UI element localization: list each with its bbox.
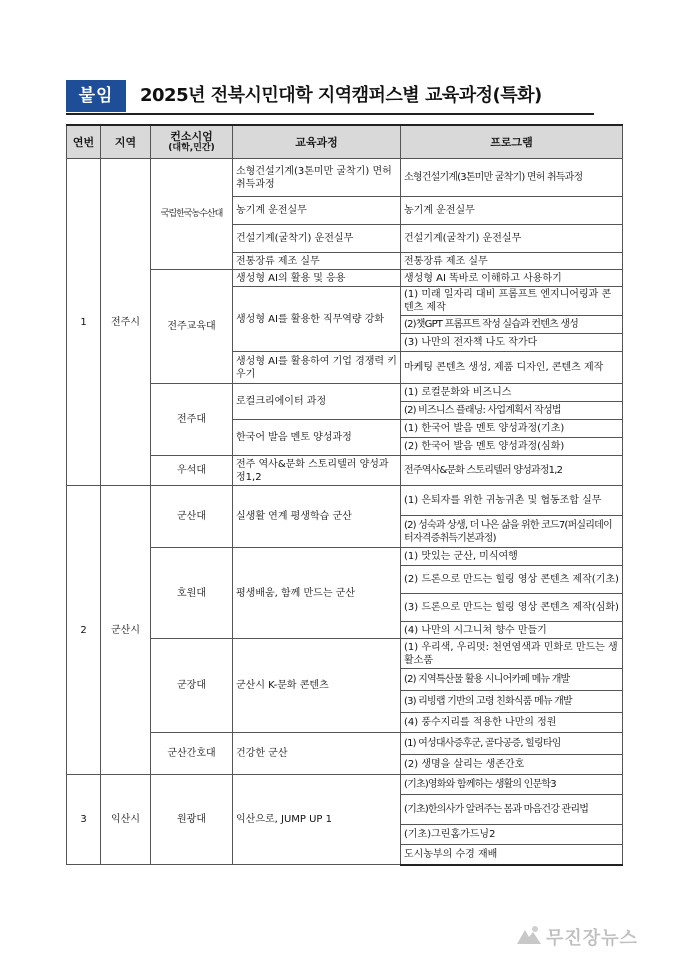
document-title-bar (66, 80, 594, 114)
table-row (67, 270, 623, 287)
table-row (67, 733, 623, 755)
row-region: 전주시 (101, 159, 151, 486)
table-row (67, 486, 623, 516)
header-region: 지역 (101, 125, 151, 159)
row-consortium: 군장대 (151, 639, 233, 733)
row-program: (4) 나만의 시그니쳐 향수 만들기 (401, 622, 623, 639)
header-no: 연번 (67, 125, 101, 159)
row-program: (기초)영화와 함께하는 생활의 인문학3 (401, 775, 623, 795)
row-region: 군산시 (101, 486, 151, 775)
row-course: 로컬크리에이터 과정 (233, 384, 401, 420)
header-program: 프로그램 (401, 125, 623, 159)
row-program: 소형건설기계(3톤미만 굴착기) 면허 취득과정 (401, 159, 623, 197)
row-program: (3) 나만의 전자책 나도 작가다 (401, 334, 623, 352)
row-program: (2) 생명을 살리는 생존간호 (401, 755, 623, 775)
row-consortium: 군산간호대 (151, 733, 233, 775)
row-course: 익산으로, JUMP UP 1 (233, 775, 401, 865)
title-underline (66, 113, 594, 115)
row-program: 생성형 AI 똑바로 이해하고 사용하기 (401, 270, 623, 287)
table-row (67, 384, 623, 402)
header-course: 교육과정 (233, 125, 401, 159)
row-program: (2) 지역특산물 활용 시니어카페 메뉴 개발 (401, 669, 623, 691)
row-course: 건강한 군산 (233, 733, 401, 775)
row-course: 농기계 운전실무 (233, 197, 401, 225)
header-consortium-label: 컨소시엄 (170, 130, 213, 143)
table-row (67, 548, 623, 566)
row-program: (2)챗GPT 프롬프트 작성 실습과 컨텐츠 생성 (401, 316, 623, 334)
row-program: (2) 비즈니스 플래닝: 사업계획서 작성법 (401, 402, 623, 420)
row-program: (기초)한의사가 알려주는 몸과 마음건강 관리법 (401, 795, 623, 825)
row-program: (4) 풍수지리를 적용한 나만의 정원 (401, 713, 623, 733)
row-course: 평생배움, 함께 만드는 군산 (233, 548, 401, 639)
row-program: (기초)그린홈가드닝2 (401, 825, 623, 845)
table-row (67, 639, 623, 669)
row-course: 생성형 AI를 활용한 직무역량 강화 (233, 287, 401, 352)
watermark-text: 무진장뉴스 (546, 928, 638, 949)
row-program: (1) 여성대사증후군, 골다공증, 힐링타임 (401, 733, 623, 755)
row-consortium: 전주대 (151, 384, 233, 456)
row-program: (2) 성숙과 상생, 더 나은 삶을 위한 코드7(퍼실리데이터자격증취득기본과정) (401, 516, 623, 548)
row-course: 생성형 AI를 활용하여 기업 경쟁력 키우기 (233, 352, 401, 384)
document-title: 2025년 전북시민대학 지역캠퍼스별 교육과정(특화) (140, 85, 542, 106)
row-program: (2) 드론으로 만드는 힐링 영상 콘텐츠 제작(기초) (401, 566, 623, 594)
row-course: 한국어 발음 멘토 양성과정 (233, 420, 401, 456)
row-course: 생성형 AI의 활용 및 응용 (233, 270, 401, 287)
header-consortium-sub: (대학,민간) (168, 143, 215, 153)
table-row (67, 775, 623, 795)
row-course: 건설기계(굴착기) 운전실무 (233, 225, 401, 253)
row-region: 익산시 (101, 775, 151, 865)
watermark-logo-icon (516, 924, 542, 946)
row-program: (1) 미래 일자리 대비 프롬프트 엔지니어링과 콘텐츠 제작 (401, 287, 623, 316)
row-program: (1) 한국어 발음 멘토 양성과정(기초) (401, 420, 623, 438)
news-watermark (516, 920, 666, 954)
row-consortium: 우석대 (151, 456, 233, 486)
row-program: 건설기계(굴착기) 운전실무 (401, 225, 623, 253)
row-program: (1) 은퇴자를 위한 귀농귀촌 및 협동조합 실무 (401, 486, 623, 516)
row-consortium: 호원대 (151, 548, 233, 639)
row-consortium: 원광대 (151, 775, 233, 865)
row-program: (2) 한국어 발음 멘토 양성과정(심화) (401, 438, 623, 456)
attachment-badge: 붙임 (66, 80, 126, 112)
row-no: 2 (67, 486, 101, 775)
curriculum-table (66, 124, 623, 866)
row-program: 전통장류 제조 실무 (401, 253, 623, 270)
row-course: 소형건설기계(3톤미만 굴착기) 면허 취득과정 (233, 159, 401, 197)
row-program: 도시농부의 수경 재배 (401, 845, 623, 865)
row-course: 전통장류 제조 실무 (233, 253, 401, 270)
header-consortium (151, 125, 233, 159)
row-consortium: 국립한국농수산대 (151, 159, 233, 270)
row-program: 농기계 운전실무 (401, 197, 623, 225)
row-course: 전주 역사&문화 스토리텔러 양성과정1,2 (233, 456, 401, 486)
row-program: 전주역사&문화 스토리텔러 양성과정1,2 (401, 456, 623, 486)
row-program: 마케팅 콘텐츠 생성, 제품 디자인, 콘텐츠 제작 (401, 352, 623, 384)
row-no: 3 (67, 775, 101, 865)
row-program: (1) 맛있는 군산, 미식여행 (401, 548, 623, 566)
row-program: (3) 리빙랩 기반의 고령 친화식품 메뉴 개발 (401, 691, 623, 713)
table-row (67, 456, 623, 486)
table-header-row (67, 125, 623, 159)
row-no: 1 (67, 159, 101, 486)
row-consortium: 군산대 (151, 486, 233, 548)
row-program: (1) 로컬문화와 비즈니스 (401, 384, 623, 402)
row-program: (3) 드론으로 만드는 힐링 영상 콘텐츠 제작(심화) (401, 594, 623, 622)
row-consortium: 전주교육대 (151, 270, 233, 384)
row-course: 군산시 K-문화 콘텐츠 (233, 639, 401, 733)
row-course: 실생활 연계 평생학습 군산 (233, 486, 401, 548)
table-row (67, 159, 623, 197)
row-program: (1) 우리색, 우리멋: 천연염색과 민화로 만드는 생활소품 (401, 639, 623, 669)
